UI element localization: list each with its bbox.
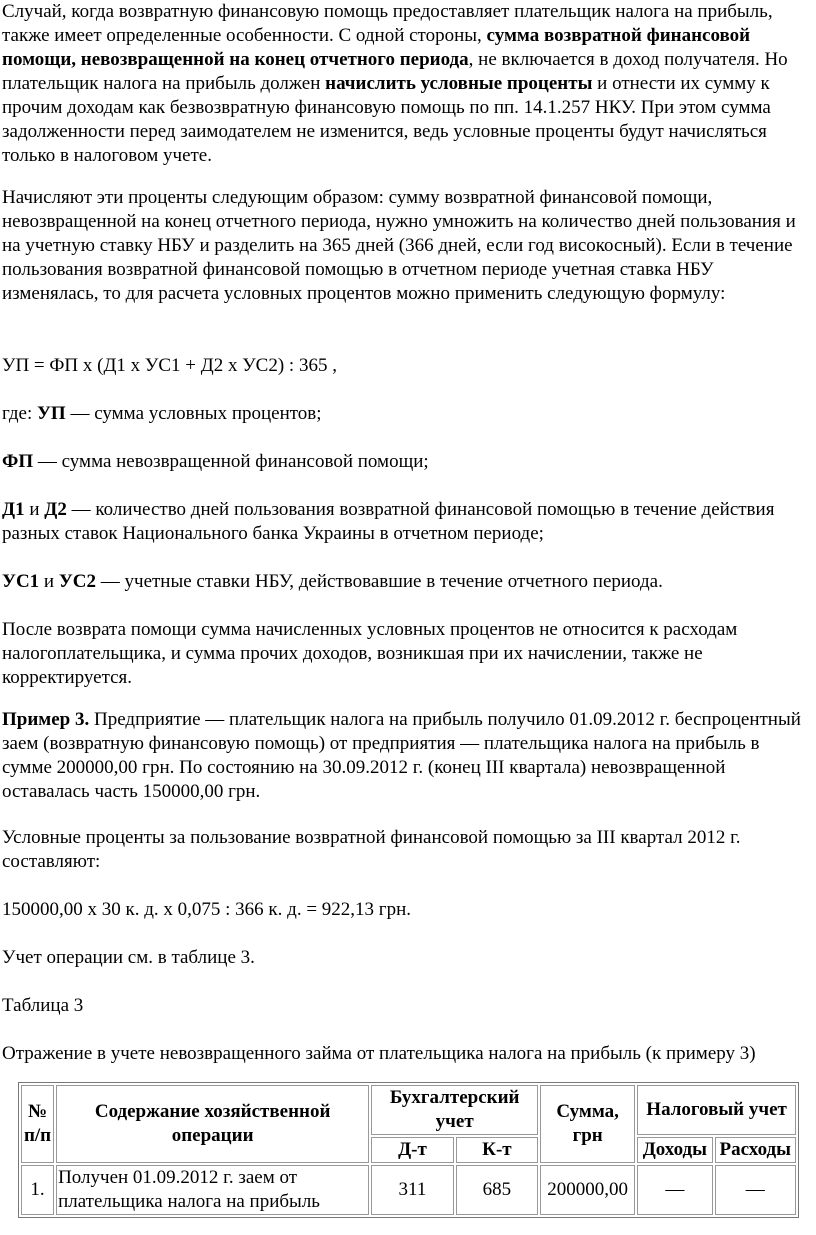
bold-text: Д1 xyxy=(2,499,25,520)
cell-content: Получен 01.09.2012 г. заем от плательщика налога на прибыль xyxy=(56,1165,369,1215)
definition-up xyxy=(2,402,810,426)
text: где: xyxy=(2,403,37,424)
text: , не включается в доход получателя. Но плательщик налога на прибыль должен xyxy=(2,49,788,94)
header-accounting: Бухгалтерский учет xyxy=(371,1085,538,1135)
text: — сумма невозвращенной финансовой помощи; xyxy=(33,451,429,472)
table-row xyxy=(21,1165,796,1215)
bold-text: УС2 xyxy=(58,571,97,592)
table-label: Таблица 3 xyxy=(2,995,84,1016)
bold-text: УС1 xyxy=(2,571,40,592)
table-header-row xyxy=(21,1085,796,1135)
calculation-line: 150000,00 х 30 к. д. х 0,075 : 366 к. д. = 922,13 грн. xyxy=(2,899,412,920)
bold-text: сумма возвратной финансовой помощи, невозвращенной на конец отчетного периода xyxy=(2,25,751,70)
bold-text: УП xyxy=(36,403,66,424)
bold-text: начислить условные проценты xyxy=(325,73,593,94)
paragraph-calculation: Начисляют эти проценты следующим образом: сумму возвратной финансовой помощи, невозвращенной на конец отчетного периода, нужно умножить на количество дней пользования и на учетную ставку НБУ и разделить на 365 дней (366 дней, если год високосный). Если в течение пользования возвратной финансовой помощью в отчетном периоде учетная ставка НБУ изменялась, то для расчета условных процентов можно применить следующую формулу: xyxy=(2,187,796,304)
bold-text: ФП xyxy=(2,451,34,472)
cell-dt: 311 xyxy=(371,1165,453,1215)
header-tax: Налоговый учет xyxy=(637,1085,796,1135)
text: и xyxy=(24,499,45,520)
header-income: Доходы xyxy=(637,1137,712,1163)
text: — количество дней пользования возвратной финансовой помощью в течение действия разных ставок Национального банка Украины в отчетном периоде; xyxy=(2,499,775,544)
example-label: Пример 3. xyxy=(2,709,90,730)
paragraph-conditional-interest: Условные проценты за пользование возвратной финансовой помощью за III квартал 2012 г. составляют: xyxy=(2,827,741,872)
definition-fp xyxy=(2,450,810,474)
definition-us xyxy=(2,570,810,594)
header-sum: Сумма, грн xyxy=(540,1085,635,1163)
cell-expense: — xyxy=(715,1165,796,1215)
text: и xyxy=(39,571,59,592)
example-3 xyxy=(2,708,810,804)
header-expense: Расходы xyxy=(715,1137,796,1163)
cell-sum: 200000,00 xyxy=(540,1165,635,1215)
definition-d xyxy=(2,498,810,546)
text: Случай, когда возвратную финансовую помощь предоставляет плательщик налога на прибыль, также имеет определенные особенности. С одной стороны, xyxy=(2,1,773,46)
text: и отнести их сумму к прочим доходам как безвозвратную финансовую помощь по пп. 14.1.257 НКУ. При этом сумма задолженности перед заимодателем не изменится, ведь условные проценты будут начисляться только в налоговом учете. xyxy=(2,73,771,166)
cell-income: — xyxy=(637,1165,712,1215)
bold-text: Д2 xyxy=(44,499,67,520)
header-content: Содержание хозяйственной операции xyxy=(56,1085,369,1163)
text: — учетные ставки НБУ, действовавшие в течение отчетного периода. xyxy=(96,571,663,592)
paragraph-intro xyxy=(2,0,810,168)
accounting-table xyxy=(18,1082,799,1218)
cell-kt: 685 xyxy=(456,1165,538,1215)
paragraph-after-return: После возврата помощи сумма начисленных условных процентов не относится к расходам налогоплательщика, и сумма прочих доходов, возникшая при их начислении, также не корректируется. xyxy=(2,619,738,688)
cell-num: 1. xyxy=(21,1165,54,1215)
table-reference: Учет операции см. в таблице 3. xyxy=(2,947,255,968)
text: — сумма условных процентов; xyxy=(65,403,322,424)
table-caption: Отражение в учете невозвращенного займа от плательщика налога на прибыль (к примеру 3) xyxy=(2,1043,756,1064)
formula: УП = ФП х (Д1 х УС1 + Д2 х УС2) : 365 , xyxy=(2,355,337,376)
header-num: № п/п xyxy=(21,1085,54,1163)
header-dt: Д-т xyxy=(371,1137,453,1163)
header-kt: К-т xyxy=(456,1137,538,1163)
text: Предприятие — плательщик налога на прибыль получило 01.09.2012 г. беспроцентный заем (возвратную финансовую помощь) от предприятия — плательщика налога на прибыль в сумме 200000,00 грн. По состоянию на 30.09.2012 г. (конец III квартала) невозвращенной оставалась часть 150000,00 грн. xyxy=(2,709,801,802)
